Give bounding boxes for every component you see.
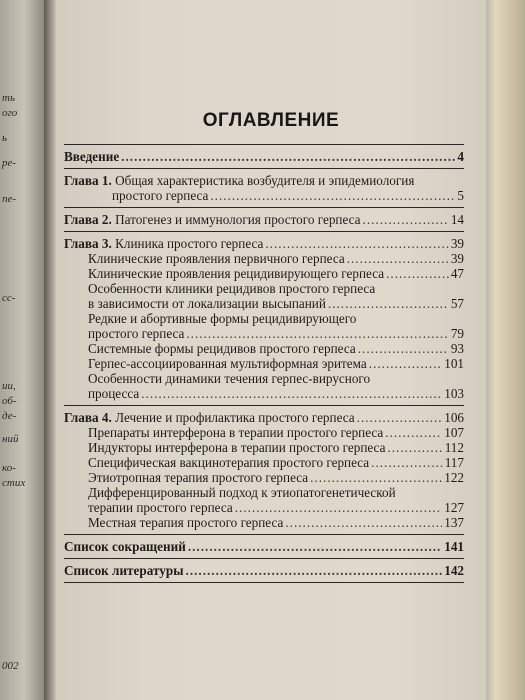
- toc-entry-intro: Введение ..... 4: [64, 149, 464, 164]
- toc-subentry: Системные формы рецидивов простого герпеса ..... 93: [64, 341, 464, 356]
- toc-subentry: Клинические проявления первичного герпеса ..... 39: [64, 251, 464, 266]
- divider: [64, 582, 464, 583]
- toc-subentry: Индукторы интерферона в терапии простого герпеса ..... 112: [64, 440, 464, 455]
- left-page-fragment: стих: [2, 477, 26, 489]
- toc-subentry: Редкие и абортивные формы рецидивирующего: [88, 311, 357, 326]
- left-page-fragment: ть: [2, 92, 15, 104]
- divider: [64, 168, 464, 169]
- left-page-fragment: ь: [2, 132, 8, 144]
- toc-page: [56, 0, 486, 700]
- left-page-fragment: сс-: [2, 292, 16, 304]
- toc-subentry: Препараты интерферона в терапии простого герпеса ..... 107: [64, 425, 464, 440]
- table-of-contents: [64, 140, 464, 587]
- toc-subentry: Специфическая вакцинотерапия простого герпеса ..... 117: [64, 455, 464, 470]
- left-page-fragment: об-: [2, 395, 17, 407]
- left-page-fragment: ре-: [2, 157, 17, 169]
- toc-subentry: Этиотропная терапия простого герпеса ..... 122: [64, 470, 464, 485]
- left-page-fragment: ко-: [2, 462, 16, 474]
- left-page-fragment: пе-: [2, 193, 17, 205]
- left-page-fragment: ний: [2, 433, 19, 445]
- toc-entry-references: Список литературы ..... 142: [64, 563, 464, 578]
- left-page-fragment: 002: [2, 660, 19, 672]
- toc-subentry: Клинические проявления рецидивирующего герпеса ..... 47: [64, 266, 464, 281]
- toc-subentry: Дифференцированный подход к этиопатогенетической: [88, 485, 396, 500]
- divider: [64, 144, 464, 145]
- toc-entry-chapter-4: Глава 4. Лечение и профилактика простого герпеса ..... 106 Препараты интерферона в терапии простого герпеса ..... 107 Индукторы интерферона в терапии простого герпеса ..... 112 Специфическая вакцинотерапия простого герпеса ..... 117 Этиотропная терапия простого герпеса ..... 122 Дифференцированный подход к этиопатогенетической терапии простого герпеса ..... 127 Местная терапия простого герпеса ..... 137: [64, 410, 464, 530]
- divider: [64, 231, 464, 232]
- divider: [64, 558, 464, 559]
- book-gutter: [44, 0, 56, 700]
- toc-entry-chapter-1: Глава 1. Общая характеристика возбудителя и эпидемиология простого герпеса ..... 5: [64, 173, 464, 203]
- previous-page-edge: [0, 0, 44, 700]
- page-stack-edge: [486, 0, 525, 700]
- toc-entry-abbreviations: Список сокращений ..... 141: [64, 539, 464, 554]
- toc-subentry: Герпес-ассоциированная мультиформная эритема ..... 101: [64, 356, 464, 371]
- left-page-fragment: ого: [2, 107, 18, 119]
- left-page-fragment: ии,: [2, 380, 16, 392]
- left-page-fragment: де-: [2, 410, 17, 422]
- toc-entry-chapter-2: Глава 2. Патогенез и иммунология простого герпеса ..... 14: [64, 212, 464, 227]
- toc-entry-chapter-3: Глава 3. Клиника простого герпеса ..... 39 Клинические проявления первичного герпеса ..... 39 Клинические проявления рецидивирующего герпеса ..... 47 Особенности клиники рецидивов простого герпеса в зависимости от локализации высыпаний ..... 57 Редкие и абортивные формы рецидивирующего простого герпеса ..... 79 Системные формы рецидивов простого герпеса ..... 93 Герпес-ассоциированная мультиформная эритема ..... 101 Особенности динамики течения герпес-вирусного процесса ..... 103: [64, 236, 464, 401]
- divider: [64, 207, 464, 208]
- toc-subentry: Местная терапия простого герпеса ..... 137: [64, 515, 464, 530]
- toc-subentry: Особенности динамики течения герпес-вирусного: [88, 371, 371, 386]
- toc-subentry: Особенности клиники рецидивов простого герпеса: [88, 281, 376, 296]
- divider: [64, 534, 464, 535]
- page-title: ОГЛАВЛЕНИЕ: [202, 110, 340, 131]
- divider: [64, 405, 464, 406]
